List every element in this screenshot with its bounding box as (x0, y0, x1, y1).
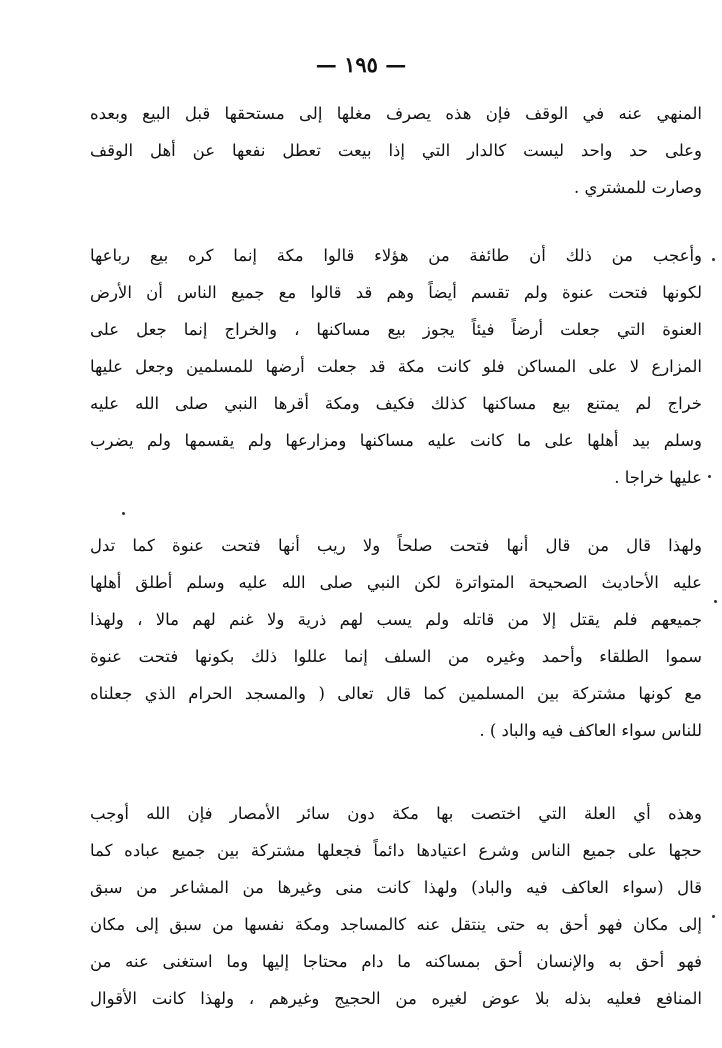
paragraph-2 (90, 237, 702, 496)
text-line: وصارت للمشتري . (574, 178, 702, 197)
paragraph-4 (90, 795, 702, 1017)
text-line: المزارع لا على المساكن فلو كانت مكة قد جعلت أرضها للمسلمين وجعل عليها (90, 357, 702, 376)
text-line: عليه الأحاديث الصحيحة المتواترة لكن النبي صلى الله عليه وسلم أطلق أهلها (90, 573, 702, 592)
scan-speck (712, 915, 715, 918)
text-line: مع كونها مشتركة بين المسلمين كما قال تعالى ( والمسجد الحرام الذي جعلناه (90, 684, 702, 703)
text-line: لكونها فتحت عنوة ولم تقسم أيضاً وهم قد قالوا مع جميع الناس أن الأرض (90, 283, 702, 302)
page-number: — ١٩٥ — (315, 52, 407, 77)
text-line: إلى مكان فهو أحق به حتى ينتقل عنه كالمساجد ومكة نفسها من سبق إلى مكان (90, 915, 702, 934)
text-line: وأعجب من ذلك أن طائفة من هؤلاء قالوا مكة إنما كره بيع رباعها (90, 246, 702, 265)
text-line: وسلم بيد أهلها على ما كانت عليه مساكنها ومزارعها ولم يقسمها ولم يضرب (90, 431, 702, 450)
paragraph-1 (90, 95, 702, 206)
text-line: قال (سواء العاكف فيه والباد) ولهذا كانت منى وغيرها من المشاعر من سبق (90, 878, 702, 897)
text-line: وهذه أي العلة التي اختصت بها مكة دون سائر الأمصار فإن الله أوجب (90, 804, 702, 823)
paragraph-3 (90, 527, 702, 749)
text-line: خراج لم يمتنع بيع مساكنها كذلك فكيف ومكة أقرها النبي صلى الله عليه (90, 394, 702, 413)
scan-speck (122, 512, 125, 515)
text-line: المنافع فعليه بذله بلا عوض لغيره من الحجيج وغيرهم ، ولهذا كانت الأقوال (90, 989, 702, 1008)
text-line: جميعهم فلم يقتل إلا من قاتله ولم يسب لهم ذرية ولا غنم لهم مالا ، ولهذا (90, 610, 702, 629)
text-line: سموا الطلقاء وأحمد وغيره من السلف إنما عللوا ذلك بكونها فتحت عنوة (90, 647, 702, 666)
text-line: ولهذا قال من قال أنها فتحت صلحاً ولا ريب أنها فتحت عنوة كما تدل (90, 536, 702, 555)
text-line: وعلى حد واحد ليست كالدار التي إذا بيعت تعطل نفعها عن أهل الوقف (90, 141, 702, 160)
text-line: عليها خراجا . (614, 468, 702, 487)
scan-speck (712, 258, 715, 261)
text-line: المنهي عنه في الوقف فإن هذه يصرف مغلها إلى مستحقها قبل البيع وبعده (90, 104, 702, 123)
scan-speck (714, 600, 717, 603)
text-line: للناس سواء العاكف فيه والباد ) . (479, 721, 702, 740)
scan-speck (708, 475, 711, 478)
text-line: فهو أحق به والإنسان أحق بمساكنه ما دام محتاجا إليها وما استغنى عنه من (90, 952, 702, 971)
text-line: حجها على جميع الناس وشرع اعتيادها دائماً فجعلها مشتركة بين جميع عباده كما (90, 841, 702, 860)
text-line: العنوة التي جعلت أرضاً فيئاً يجوز بيع مساكنها ، والخراج إنما جعل على (90, 320, 702, 339)
